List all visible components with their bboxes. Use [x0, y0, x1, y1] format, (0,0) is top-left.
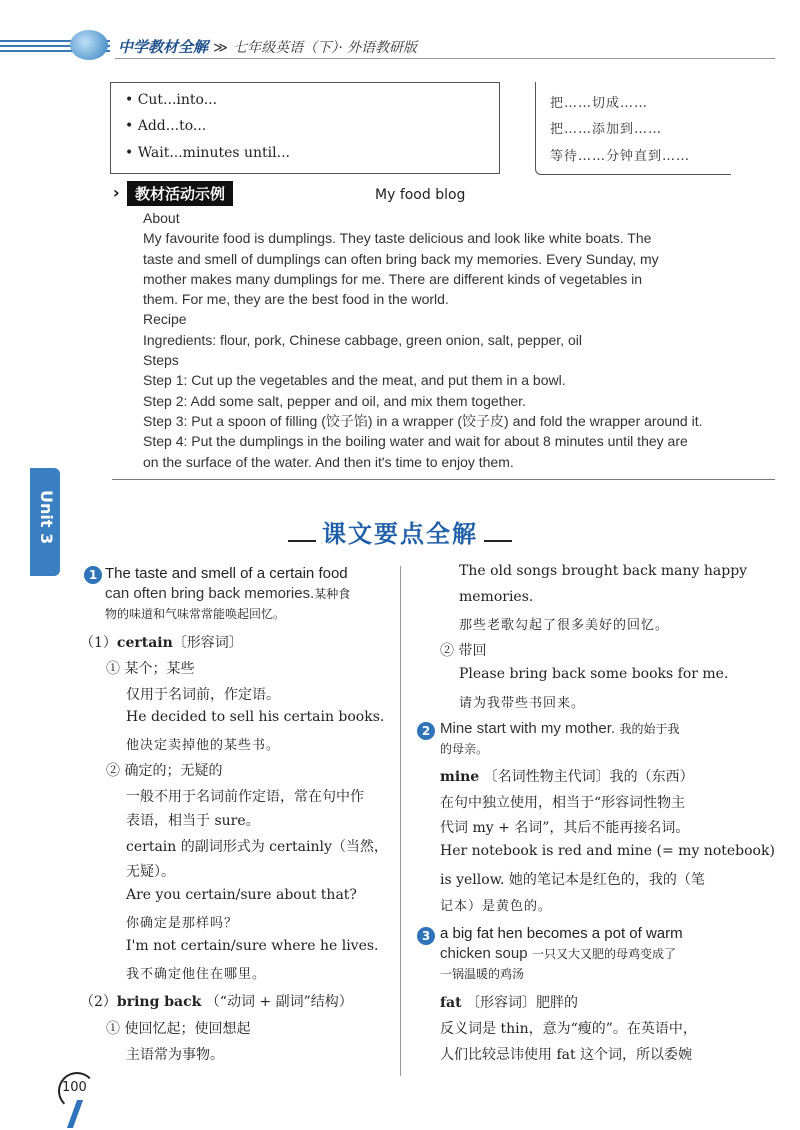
chevron-right-icon: › — [113, 183, 120, 202]
point-number-1: 1 — [84, 566, 102, 584]
header-separator: ≫ — [213, 40, 228, 56]
example-en: Please bring back some books for me. — [459, 666, 729, 682]
point1-sentence-line2 — [105, 585, 350, 602]
point2-sentence-en: Mine start with my mother. — [440, 720, 616, 737]
activity-badge: 教材活动示例 — [127, 181, 233, 206]
point2-translation: 我的始于我 — [619, 722, 680, 736]
blog-line: Step 2: Add some salt, pepper and oil, and mix them together. — [143, 392, 526, 409]
point2-translation-2: 的母亲。 — [440, 742, 489, 756]
book-logo-icon — [70, 30, 108, 60]
title-right-rule — [484, 540, 512, 542]
sub-label: （1） — [80, 635, 117, 651]
phrase-en-1: • Cut...into... — [125, 92, 218, 108]
fat-note: 反义词是 thin，意为“瘦的”。在英语中， — [440, 1021, 697, 1037]
sub-label: （2） — [80, 994, 117, 1010]
pos-tag: 〔名词性物主代词〕我的（东西） — [483, 769, 694, 785]
meaning-2: ② 确定的；无疑的 — [106, 763, 223, 779]
example-en: I'm not certain/sure where he lives. — [126, 938, 379, 954]
pos-tag: 〔形容词〕 — [172, 635, 243, 651]
example-en: The old songs brought back many happy — [459, 563, 748, 579]
blog-text — [143, 208, 718, 472]
point3-phrase-line2 — [440, 945, 676, 962]
book-subtitle: 七年级英语（下）· 外语教研版 — [233, 40, 418, 56]
point3-translation-2: 一锅温暖的鸡汤 — [440, 967, 525, 981]
meaning-1: ① 使回忆起；使回想起 — [106, 1021, 251, 1037]
fat-note: 人们比较忌讳使用 fat 这个词，所以委婉 — [440, 1047, 693, 1063]
blog-line: taste and smell of dumplings can often bring back my memories. Every Sunday, my — [143, 250, 659, 267]
meaning-2-note: 表语，相当于 sure。 — [126, 813, 260, 829]
sub-point-bring-back — [80, 991, 353, 1011]
point2-sentence — [440, 720, 680, 737]
point1-sentence-en2: can often bring back memories. — [105, 585, 315, 602]
unit-label: Unit 3 — [37, 490, 56, 545]
title-left-rule — [288, 540, 316, 542]
point-number-3: 3 — [417, 927, 435, 945]
blog-line: Step 1: Cut up the vegetables and the meat, and put them in a bowl. — [143, 372, 566, 389]
keyword-mine-line — [440, 766, 694, 786]
example-en-cn: is yellow. 她的笔记本是红色的，我的（笔 — [440, 872, 705, 888]
keyword-mine: mine — [440, 769, 480, 785]
mine-note: 代词 my + 名词”，其后不能再接名词。 — [440, 820, 690, 836]
meaning-2: ② 带回 — [440, 643, 487, 659]
keyword-bring-back: bring back — [116, 994, 202, 1010]
running-header — [118, 36, 417, 57]
point3-phrase: a big fat hen becomes a pot of warm — [440, 925, 683, 942]
keyword-fat: fat — [440, 995, 462, 1011]
example-cn: 他决定卖掉他的某些书。 — [126, 738, 281, 753]
book-title: 中学教材全解 — [118, 38, 209, 56]
example-en: Are you certain/sure about that? — [126, 887, 357, 903]
structure-tag: （“动词 + 副词”结构） — [205, 994, 353, 1010]
meaning-1-note: 仅用于名词前，作定语。 — [126, 687, 280, 703]
blog-line: on the surface of the water. And then it's time to enjoy them. — [143, 453, 514, 470]
example-cn: 那些老歌勾起了很多美好的回忆。 — [459, 618, 670, 633]
blog-line: About — [143, 210, 180, 226]
blog-line: mother makes many dumplings for me. There are different kinds of vegetables in — [143, 270, 643, 287]
mine-note: 在句中独立使用，相当于“形容词性物主 — [440, 795, 686, 811]
blog-line: Ingredients: flour, pork, Chinese cabbage, green onion, salt, pepper, oil — [143, 331, 582, 348]
blog-line: Step 3: Put a spoon of filling (饺子馅) in a wrapper (饺子皮) and fold the wrapper around it. — [143, 412, 703, 429]
header-rule — [115, 58, 775, 59]
meaning-1: ① 某个；某些 — [106, 661, 195, 677]
example-en: Her notebook is red and mine (= my notebook) — [440, 843, 775, 859]
blog-line: Recipe — [143, 311, 187, 328]
section-divider — [112, 479, 775, 480]
blog-title: My food blog — [375, 187, 466, 203]
blog-line: My favourite food is dumplings. They taste delicious and look like white boats. The — [143, 230, 652, 247]
point3-translation: 一只又大又肥的母鸡变成了 — [532, 947, 677, 961]
point1-translation: 某种食 — [314, 587, 351, 601]
sub-point-certain — [80, 632, 243, 652]
section-title — [0, 514, 800, 549]
point3-phrase-en2: chicken soup — [440, 945, 528, 962]
example-cn: 请为我带些书回来。 — [459, 696, 586, 711]
keyword-fat-line — [440, 992, 578, 1012]
point-number-2: 2 — [417, 722, 435, 740]
page-number: 100 — [62, 1080, 87, 1095]
pos-tag: 〔形容词〕肥胖的 — [466, 995, 579, 1011]
blog-line: them. For me, they are the best food in the world. — [143, 291, 449, 308]
example-en: He decided to sell his certain books. — [126, 709, 385, 725]
example-cn: 你确定是那样吗？ — [126, 916, 239, 931]
meaning-1-note: 主语常为事物。 — [126, 1047, 224, 1063]
meaning-2-note: 一般不用于名词前作定语，常在句中作 — [126, 789, 364, 805]
section-title-text: 课文要点全解 — [322, 520, 478, 548]
meaning-2-note: 无疑）。 — [126, 864, 175, 880]
blog-line: Step 4: Put the dumplings in the boiling water and wait for about 8 minutes until they are — [143, 433, 688, 450]
point1-sentence: The taste and smell of a certain food — [105, 565, 348, 582]
phrase-en-2: • Add...to... — [125, 118, 207, 134]
phrase-cn-3: 等待……分钟直到…… — [550, 149, 691, 164]
example-cn: 我不确定他住在哪里。 — [126, 967, 267, 982]
example-en-cont: memories. — [459, 589, 534, 605]
column-divider — [400, 566, 401, 1076]
phrase-en-3: • Wait...minutes until... — [125, 145, 290, 161]
blog-line: Steps — [143, 352, 179, 369]
phrase-cn-1: 把……切成…… — [550, 96, 649, 111]
example-cn: 记本）是黄色的。 — [440, 899, 553, 914]
keyword-certain: certain — [116, 635, 173, 651]
point1-translation-2: 物的味道和气味常常能唤起回忆。 — [105, 607, 286, 621]
phrase-cn-2: 把……添加到…… — [550, 122, 663, 137]
meaning-2-note: certain 的副词形式为 certainly（当然， — [126, 839, 388, 855]
